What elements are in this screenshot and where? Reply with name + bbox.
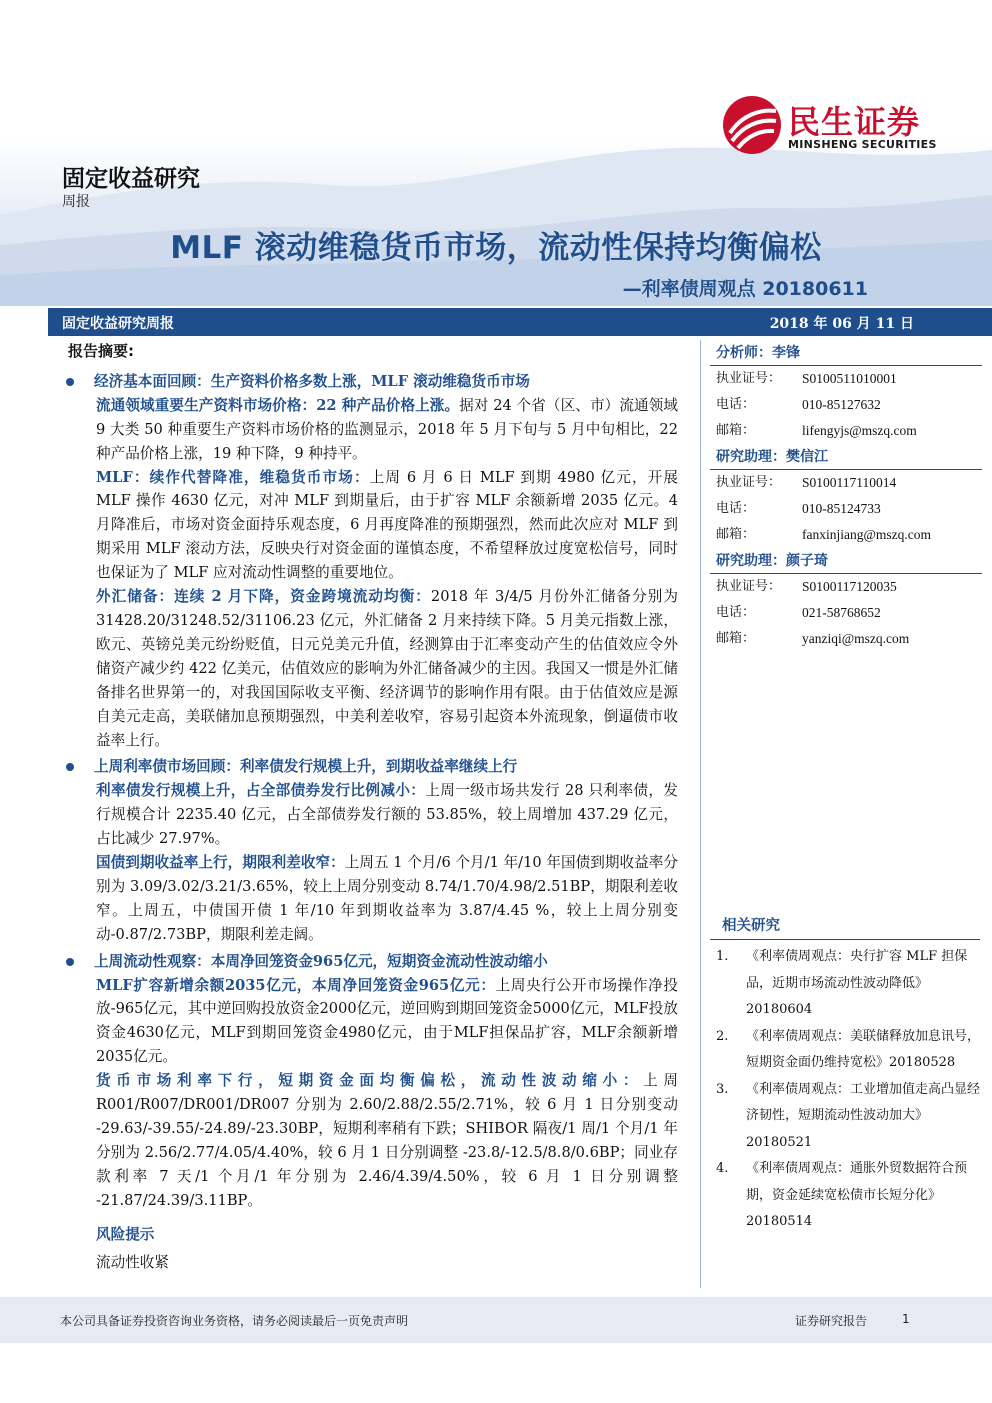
analyst-name: 研究助理：颜子琦	[710, 548, 982, 574]
abstract-paragraph	[60, 974, 678, 1070]
paragraph-text: 上周一级市场共发行 28 只利率债，发行规模合计 2235.40 亿元，占全部债券发行额的 53.85%，较上周增加 437.29 亿元，占比减少 27.97%。	[96, 782, 678, 848]
related-research-list	[716, 944, 980, 1236]
title-bar	[48, 308, 992, 336]
abstract-paragraph	[60, 585, 678, 752]
paragraph-key: 利率债发行规模上升，占全部债券发行比例减小：	[96, 782, 426, 800]
item-text: 《利率债周观点：工业增加值走高凸显经济韧性，短期流动性波动加大》20180521	[746, 1081, 981, 1150]
item-number: 1.	[716, 949, 729, 964]
bullet-dot-icon	[66, 763, 74, 771]
bullet-dot-icon	[66, 378, 74, 386]
paragraph-text: 上周 R001/R007/DR001/DR007 分别为 2.60/2.88/2.55/2.71%，较 6 月 1 日分别变动 -29.63/-39.55/-24.89/-23.30BP，短期利率稍有下跌；SHIBOR 隔夜/1 周/1 个月/1 年分别为 2.56/2.77/4.05/4.40%，较 6 月 1 日分别调整 -23.8/-12.5/8.8/0.6BP；同业存款利率 7 天/1 个月/1 年分别为 2.46/4.39/4.50%，较 6 月 1 日分别调整 -21.87/24.39/3.11BP。	[96, 1072, 678, 1209]
item-text: 《利率债周观点：美联储释放加息讯号，短期资金面仍维持宽松》20180528	[746, 1028, 981, 1070]
paragraph-text: 上周央行公开市场操作净投放-965亿元，其中逆回购投放资金2000亿元，逆回购到期回笼资金5000亿元，MLF投放资金4630亿元，MLF到期回笼资金4980亿元，由于MLF担保品扩容，MLF余额新增2035亿元。	[96, 976, 678, 1066]
analyst-block	[710, 444, 982, 548]
item-text: 《利率债周观点：通胀外贸数据符合预期，资金延续宽松债市长短分化》20180514	[746, 1161, 968, 1229]
analyst-name: 研究助理：樊信江	[710, 444, 982, 470]
report-title: MLF 滚动维稳货币市场，流动性保持均衡偏松	[170, 230, 822, 266]
abstract-paragraph	[60, 466, 678, 586]
paragraph-key: 货币市场利率下行，短期资金面均衡偏松，流动性波动缩小：	[96, 1072, 644, 1090]
info-value: S0100117110014	[802, 475, 897, 490]
info-label: 执业证号：	[716, 579, 782, 594]
analyst-name: 分析师：李锋	[710, 340, 982, 366]
analyst-email-link[interactable]: lifengyjs@mszq.com	[802, 423, 917, 438]
section-bullet-text: 上周利率债市场回顾：利率债发行规模上升，到期收益率继续上行	[94, 758, 518, 776]
section-bullet-text: 上周流动性观察：本周净回笼资金965亿元，短期资金流动性波动缩小	[94, 952, 548, 970]
related-research-item[interactable]	[716, 1156, 980, 1236]
info-value: 021-58768652	[802, 605, 881, 620]
analyst-block	[710, 340, 982, 444]
analyst-email-link[interactable]: yanziqi@mszq.com	[802, 631, 910, 646]
analyst-info-row	[710, 470, 982, 496]
info-value: 010-85127632	[802, 397, 881, 412]
analyst-block	[710, 548, 982, 652]
report-category: 固定收益研究	[62, 166, 200, 192]
analyst-info-row	[710, 392, 982, 418]
paragraph-text: 上周五 1 个月/6 个月/1 年/10 年国债到期收益率分别为 3.09/3.02/3.21/3.65%，较上上周分别变动 8.74/1.70/4.98/2.51BP，期限利差收窄。上周五，中债国开债 1 年/10 年到期收益率为 3.87/4.45 %，较上上周分别变动-0.87/2.73BP，期限利差走阔。	[96, 854, 678, 943]
info-label: 执业证号：	[716, 475, 782, 490]
paragraph-key: 国债到期收益率上行，期限利差收窄：	[96, 854, 345, 872]
info-label: 邮箱：	[716, 631, 756, 646]
report-subtitle: —利率债周观点 20180611	[622, 278, 868, 300]
page-number: 1	[902, 1312, 910, 1326]
abstract-paragraph	[60, 779, 678, 851]
abstract-section	[60, 370, 678, 753]
footer-disclaimer: 本公司具备证券投资咨询业务资格，请务必阅读最后一页免责声明	[60, 1314, 409, 1328]
page-footer	[0, 1297, 992, 1343]
analyst-column	[710, 340, 982, 652]
bullet-dot-icon	[66, 958, 74, 966]
analyst-info-row	[710, 600, 982, 626]
paragraph-text: 据对 24 个省（区、市）流通领域 9 大类 50 种重要生产资料市场价格的监测显示，2018 年 5 月下旬与 5 月中旬相比，22 种产品价格上涨，19 种下降，9 种持平。	[96, 396, 678, 462]
analyst-info-row	[710, 496, 982, 522]
paragraph-key: 流通领域重要生产资料市场价格：22 种产品价格上涨。	[96, 396, 460, 414]
info-value: S0100511010001	[802, 371, 897, 386]
paragraph-text: 上周 6 月 6 日 MLF 到期 4980 亿元，开展 MLF 操作 4630 亿元，对冲 MLF 到期量后，由于扩容 MLF 余额新增 2035 亿元。4 月降准后，市场对资金面持乐观态度，6 月再度降准的预期强烈，然而此次应对 MLF 到期采用 MLF 滚动方法，反映央行对资金面的谨慎态度，不希望释放过度宽松信号，同时也保证为了 MLF 应对流动性调整的重要地位。	[96, 468, 678, 582]
analyst-email-link[interactable]: fanxinjiang@mszq.com	[802, 527, 932, 542]
report-type: 周报	[62, 194, 90, 210]
company-logo	[722, 95, 952, 157]
abstract-column	[60, 340, 678, 1274]
analyst-info-row	[710, 626, 982, 652]
section-bullet	[60, 370, 678, 394]
abstract-section	[60, 950, 678, 1213]
paragraph-text: 2018 年 3/4/5 月份外汇储备分别为 31428.20/31248.52/31106.23 亿元，外汇储备 2 月来持续下降。5 月美元指数上涨，欧元、英镑兑美元纷纷贬值，日元兑美元升值，经测算由于汇率变动产生的估值效应令外储资产减少约 422 亿美元，估值效应的影响为外汇储备减少的主因。我国又一惯是外汇储备排名世界第一的，对我国国际收支平衡、经济调节的影响作用有限。由于估值效应是源自美元走高，美联储加息预期强烈，中美利差收窄，容易引起资本外流现象，倒逼债市收益率上行。	[96, 588, 678, 749]
paragraph-key: MLF：续作代替降准，维稳货币市场：	[96, 468, 370, 486]
section-bullet	[60, 950, 678, 974]
abstract-section	[60, 755, 678, 946]
item-text: 《利率债周观点：央行扩容 MLF 担保品，近期市场流动性波动降低》20180604	[746, 949, 968, 1017]
bar-report-date: 2018 年 06 月 11 日	[769, 316, 914, 332]
info-label: 电话：	[716, 397, 756, 412]
paragraph-key: 外汇储备：连续 2 月下降，资金跨境流动均衡：	[96, 588, 431, 606]
info-label: 电话：	[716, 605, 756, 620]
item-number: 3.	[716, 1081, 729, 1097]
info-label: 电话：	[716, 501, 756, 516]
info-value: 010-85124733	[802, 501, 881, 516]
logo-text-en: MINSHENG SECURITIES	[788, 138, 937, 151]
abstract-paragraph	[60, 1069, 678, 1212]
section-bullet	[60, 755, 678, 779]
risk-heading: 风险提示	[96, 1225, 155, 1243]
info-label: 邮箱：	[716, 423, 756, 438]
footer-doc-type: 证券研究报告	[795, 1314, 868, 1328]
section-bullet-text: 经济基本面回顾：生产资料价格多数上涨，MLF 滚动维稳货币市场	[94, 372, 530, 390]
related-research-item[interactable]	[716, 944, 980, 1024]
logo-emblem-icon	[722, 95, 782, 155]
logo-text-cn: 民生证券	[788, 103, 921, 141]
abstract-paragraph	[60, 851, 678, 947]
info-label: 执业证号：	[716, 371, 782, 386]
abstract-heading: 报告摘要:	[68, 342, 134, 360]
analyst-info-row	[710, 522, 982, 548]
paragraph-key: MLF扩容新增余额2035亿元，本周净回笼资金965亿元：	[96, 976, 496, 994]
analyst-info-row	[710, 574, 982, 600]
related-research-item[interactable]	[716, 1024, 980, 1077]
risk-text: 流动性收紧	[96, 1253, 169, 1271]
item-number: 4.	[716, 1161, 729, 1176]
header-banner	[0, 0, 992, 306]
abstract-paragraph	[60, 394, 678, 466]
analyst-info-row	[710, 418, 982, 444]
related-research-heading: 相关研究	[710, 912, 980, 940]
info-label: 邮箱：	[716, 527, 756, 542]
sidebar-divider	[700, 340, 701, 1288]
bar-report-label: 固定收益研究周报	[62, 316, 174, 332]
info-value: S0100117120035	[802, 579, 897, 594]
item-number: 2.	[716, 1028, 729, 1044]
related-research-item[interactable]	[716, 1077, 980, 1157]
analyst-info-row	[710, 366, 982, 392]
